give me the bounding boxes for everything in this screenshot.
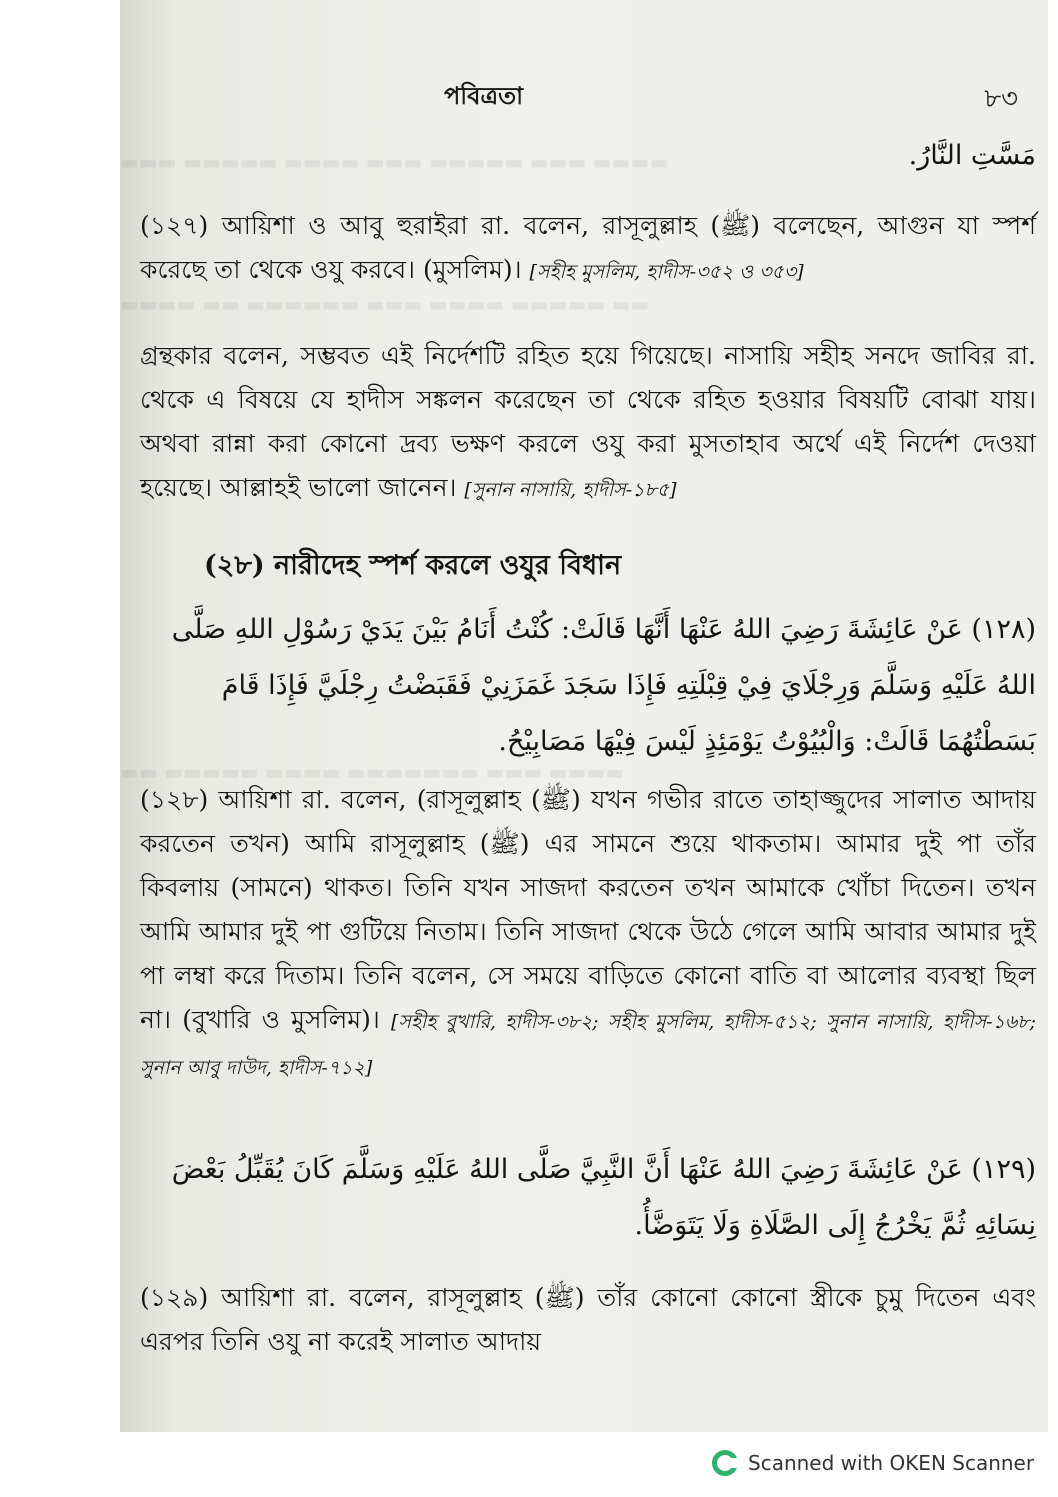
hadith-128-translation xyxy=(140,778,1036,1090)
bleed-through-text: ▬▬ ▬▬▬▬▬ ▬▬▬▬ ▬▬▬▬▬▬▬ ▬▬▬ ▬▬▬▬ xyxy=(120,760,625,784)
hadith-129-text: (১২৯) আয়িশা রা. বলেন, রাসূলুল্লাহ (ﷺ) তাঁর কোনো কোনো স্ত্রীকে চুমু দিতেন এবং এরপর তিনি ওযু না করেই সালাত আদায় xyxy=(140,1283,1036,1356)
bleed-through-text: ▬▬▬ ▬▬▬▬▬ ▬▬▬▬ ▬▬▬ ▬▬▬▬▬ ▬▬▬ ▬▬▬▬ xyxy=(120,150,669,174)
page-number: ৮৩ xyxy=(984,84,1018,114)
author-note xyxy=(140,334,1036,512)
hadith-128-arabic: (١٢٨) عَنْ عَائِشَةَ رَضِيَ اللهُ عَنْهَا أَنَّهَا قَالَتْ: كُنْتُ أَنَامُ بَيْنَ يَدَيْ رَسُوْلِ اللهِ صَلَّى اللهُ عَلَيْهِ وَسَلَّمَ وَرِجْلَايَ فِيْ قِبْلَتِهِ فَإِذَا سَجَدَ غَمَزَنِيْ فَقَبَضْتُ رِجْلَيَّ فَإِذَا قَامَ بَسَطْتُهُمَا قَالَتْ: وَالْبُيُوْتُ يَوْمَئِذٍ لَيْسَ فِيْهَا مَصَابِيْحُ. xyxy=(171,614,1036,757)
scanner-watermark xyxy=(712,1446,1034,1480)
hadith-128-citation: [সহীহ বুখারি, হাদীস-৩৮২; সহীহ মুসলিম, হাদীস-৫১২; সুনান নাসায়ি, হাদীস-১৬৮; সুনান আবু দাউদ, হাদীস-৭১২] xyxy=(140,1011,1036,1079)
scanned-book-page xyxy=(120,0,1048,1432)
section-heading: (২৮) নারীদেহ স্পর্শ করলে ওযুর বিধান xyxy=(204,550,622,581)
author-note-citation: [সুনান নাসায়ি, হাদীস-১৮৫] xyxy=(464,479,677,501)
running-title: পবিত্রতা xyxy=(444,81,524,110)
hadith-128-text: (১২৮) আয়িশা রা. বলেন, (রাসূলুল্লাহ (ﷺ) যখন গভীর রাতে তাহাজ্জুদের সালাত আদায় করতেন তখন) আমি রাসূলুল্লাহ (ﷺ) এর সামনে শুয়ে থাকতাম। আমার দুই পা তাঁর কিবলায় (সামনে) থাকত। তিনি যখন সাজদা করতেন তখন আমাকে খোঁচা দিতেন। তখন আমি আমার দুই পা গুটিয়ে নিতাম। তিনি সাজদা থেকে উঠে গেলে আমি আবার আমার দুই পা লম্বা করে দিতাম। তিনি বলেন, সে সময়ে বাড়িতে কোনো বাতি বা আলোর ব্যবস্থা ছিল না। (বুখারি ও মুসলিম)। xyxy=(140,785,1036,1034)
hadith-127-citation: [সহীহ মুসলিম, হাদীস-৩৫২ ও ৩৫৩] xyxy=(529,261,804,283)
scanner-logo-icon xyxy=(712,1450,738,1476)
hadith-127-translation xyxy=(140,204,1036,294)
hadith-129-arabic: (١٢٩) عَنْ عَائِشَةَ رَضِيَ اللهُ عَنْهَا أَنَّ النَّبِيَّ صَلَّى اللهُ عَلَيْهِ وَسَلَّمَ كَانَ يُقَبِّلُ بَعْضَ نِسَائِهِ ثُمَّ يَخْرُجُ إِلَى الصَّلَاةِ وَلَا يَتَوَضَّأُ. xyxy=(171,1154,1036,1241)
bleed-through-text: ▬▬▬▬ ▬▬ ▬▬▬▬▬▬ ▬▬▬ ▬▬▬▬ ▬▬▬▬▬ ▬▬ xyxy=(120,292,650,316)
page-header xyxy=(120,78,1048,118)
arabic-text-tail: مَسَّتِ النَّارُ. xyxy=(908,140,1036,171)
scanner-watermark-text: Scanned with OKEN Scanner xyxy=(748,1451,1035,1475)
hadith-127-text: (১২৭) আয়িশা ও আবু হুরাইরা রা. বলেন, রাসূলুল্লাহ (ﷺ) বলেছেন, আগুন যা স্পর্শ করেছে তা থেকে ওযু করবে। (মুসলিম)। xyxy=(140,211,1036,284)
hadith-129-translation xyxy=(140,1276,1036,1364)
author-note-text: গ্রন্থকার বলেন, সম্ভবত এই নির্দেশটি রহিত হয়ে গিয়েছে। নাসায়ি সহীহ সনদে জাবির রা. থেকে এ বিষয়ে যে হাদীস সঙ্কলন করেছেন তা থেকে রহিত হওয়ার বিষয়টি বোঝা যায়। অথবা রান্না করা কোনো দ্রব্য ভক্ষণ করলে ওযু করা মুসতাহাব অর্থে এই নির্দেশ দেওয়া হয়েছে। আল্লাহই ভালো জানেন। xyxy=(140,341,1036,502)
